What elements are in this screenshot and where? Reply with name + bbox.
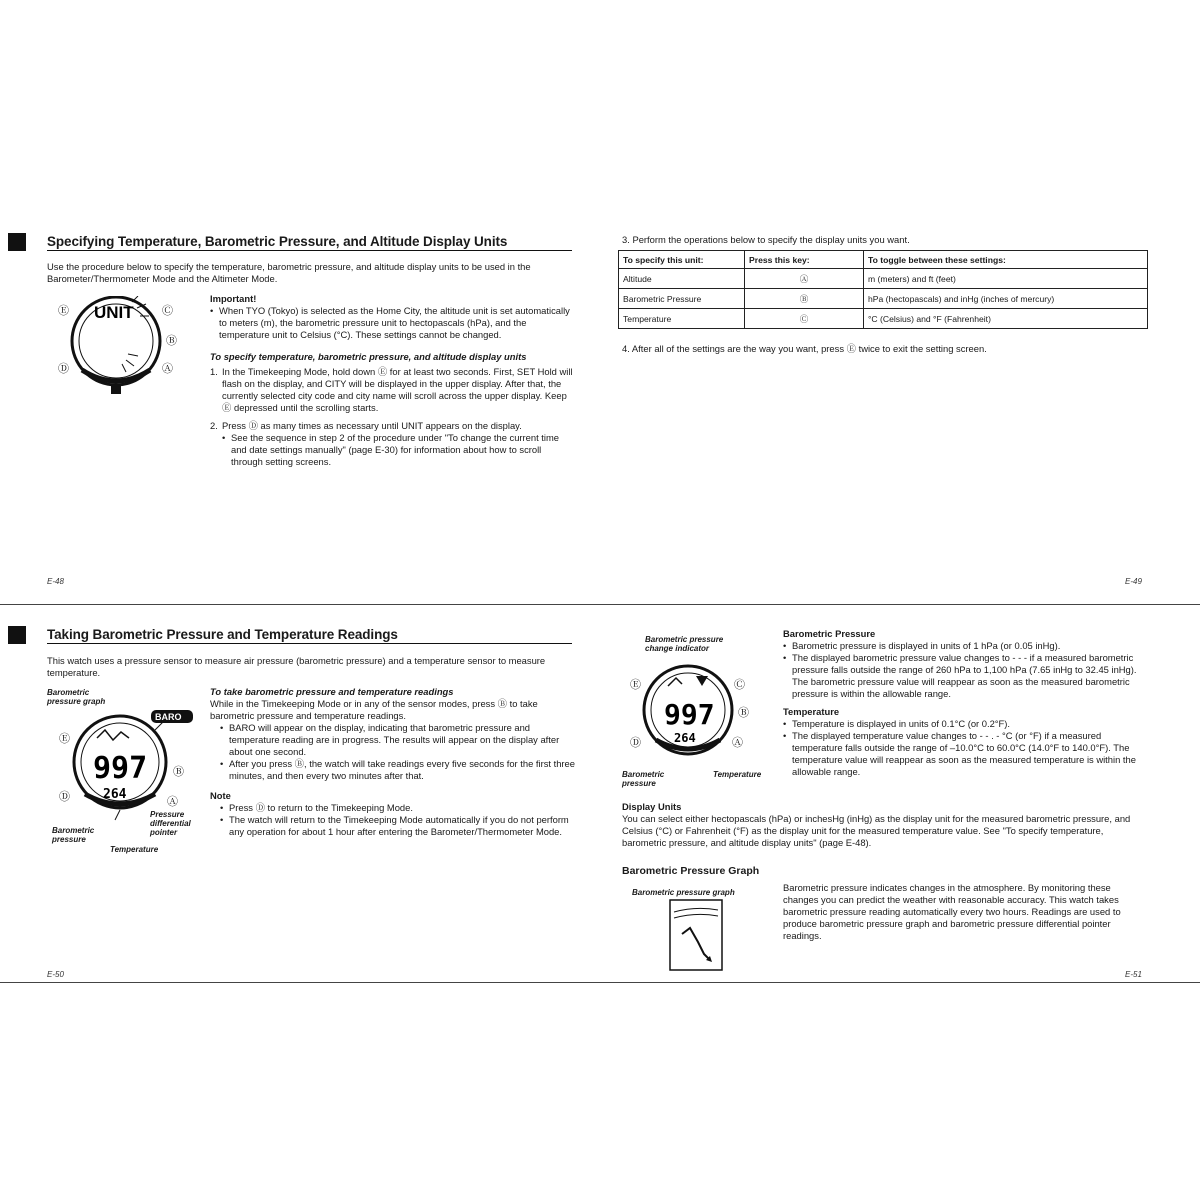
title-underline — [47, 643, 572, 644]
temp-bullet: • Temperature is displayed in units of 0.1°C (or 0.2°F). — [783, 718, 1148, 730]
table-header: Press this key: — [745, 251, 864, 269]
page-divider — [0, 604, 1200, 605]
note-item: • Press Ⓓ to return to the Timekeeping Mode. — [220, 802, 575, 814]
button-e-icon: Ⓔ — [630, 678, 641, 691]
graph-text: Barometric pressure indicates changes in the atmosphere. By monitoring these changes you can predict the weather with reasonable accuracy. This watch takes barometric pressure reading automatically every two hours. Readings are used to produce barometric pressure graph and barometric pressure differential pointer readings. — [783, 882, 1121, 941]
button-a-icon: Ⓐ — [732, 736, 743, 749]
caption-barometric-graph: Barometric pressure graph — [47, 688, 106, 706]
page-number-e50: E-50 — [47, 970, 64, 979]
display-main-value: 997 — [93, 751, 148, 786]
baro-bullet: • Barometric pressure is displayed in units of 1 hPa (or 0.05 inHg). — [783, 640, 1148, 652]
pressure-graph-illustration — [668, 898, 724, 972]
baro-info — [783, 628, 1148, 778]
readings-intro: This watch uses a pressure sensor to measure air pressure (barometric pressure) and a temperature sensor to measure temperature. — [47, 655, 546, 678]
table-header-row — [619, 251, 1148, 269]
table-row: Temperature Ⓒ °C (Celsius) and °F (Fahrenheit) — [619, 309, 1148, 329]
baro-bullet: • The displayed barometric pressure value changes to - - - if a measured barometric pressure falls outside the range of 260 hPa to 1,100 hPa (7.65 inHg to 32.45 inHg). The barometric pressure value will reappear as soon as the measured barometric pressure is within the allowable range. — [783, 652, 1148, 700]
page-number-e48: E-48 — [47, 577, 64, 586]
readings-bullet: • BARO will appear on the display, indicating that barometric pressure and temperature reading are in progress. The results will appear on the display after about one second. — [220, 722, 575, 758]
section-title-units: Specifying Temperature, Barometric Pressure, and Altitude Display Units — [47, 234, 508, 249]
important-block — [210, 293, 575, 468]
readings-bullet: • After you press Ⓑ, the watch will take readings every five seconds for the first three minutes, and then every two minutes after that. — [220, 758, 575, 782]
watch-unit-illustration — [54, 296, 189, 406]
page-number-e51: E-51 — [1125, 970, 1142, 979]
units-table — [618, 250, 1148, 329]
table-row: Barometric Pressure Ⓑ hPa (hectopascals) and inHg (inches of mercury) — [619, 289, 1148, 309]
button-a-icon: Ⓐ — [167, 795, 178, 808]
watch-baro-right-illustration — [628, 660, 768, 770]
caption-graph-right: Barometric pressure graph — [632, 888, 735, 897]
display-sub-value: 264 — [674, 731, 696, 745]
button-b-icon: Ⓑ — [738, 706, 749, 719]
watch-unit-text: UNIT — [94, 303, 134, 322]
procedure-heading: To specify temperature, barometric pressure, and altitude display units — [210, 351, 527, 362]
readings-procedure-text: While in the Timekeeping Mode or in any of the sensor modes, press Ⓑ to take barometric pressure and temperature readings. — [210, 698, 538, 721]
button-c-icon: Ⓒ — [734, 678, 745, 691]
step-3: 3. Perform the operations below to specify the display units you want. — [622, 234, 910, 245]
units-intro: Use the procedure below to specify the temperature, barometric pressure, and altitude display units to be used in the Barometer/Thermometer Mode and the Altimeter Mode. — [47, 261, 531, 284]
step-2: 2. Press Ⓓ as many times as necessary until UNIT appears on the display. • See the sequence in step 2 of the procedure under "To change the current time and date settings manually" (page E-30) for information about how to scroll through setting screens. — [210, 420, 575, 468]
table-header: To toggle between these settings: — [864, 251, 1148, 269]
display-units-text: You can select either hectopascals (hPa) or inchesHg (inHg) as the display unit for the measured barometric pressure, and Celsius (°C) or Fahrenheit (°F) as the display unit for the measured temperature value. See "To specify temperature, barometric pressure, and altitude display units" (page E-48). — [622, 813, 1131, 848]
readings-procedure — [210, 686, 575, 838]
note-heading: Note — [210, 790, 231, 801]
section-marker — [8, 626, 26, 644]
button-d-icon: Ⓓ — [630, 736, 641, 749]
step-1: 1. In the Timekeeping Mode, hold down Ⓔ for at least two seconds. First, SET Hold will flash on the display, and CITY will be displayed in the upper display. After that, the currently selected city code and city name will scroll across the upper display. Keep Ⓔ depressed until the scrolling starts. — [210, 366, 573, 413]
button-b-icon: Ⓑ — [166, 334, 177, 347]
button-c-icon: Ⓒ — [162, 304, 173, 317]
step-4: 4. After all of the settings are the way you want, press Ⓔ twice to exit the setting screen. — [622, 343, 987, 354]
display-units-block — [622, 801, 1148, 849]
step-2-note: • See the sequence in step 2 of the procedure under "To change the current time and date settings manually" (page E-30) for information about how to scroll through setting screens. — [222, 432, 575, 468]
table-header: To specify this unit: — [619, 251, 745, 269]
section-title-readings: Taking Barometric Pressure and Temperature Readings — [47, 627, 398, 642]
page-number-e49: E-49 — [1125, 577, 1142, 586]
baro-badge: BARO — [155, 712, 182, 722]
graph-heading: Barometric Pressure Graph — [622, 865, 760, 877]
caption-temperature-right: Temperature — [713, 770, 762, 779]
note-item: • The watch will return to the Timekeeping Mode automatically if you do not perform any operation for about 1 hour after entering the Barometer/Thermometer Mode. — [220, 814, 575, 838]
button-b-icon: Ⓑ — [173, 765, 184, 778]
button-d-icon: Ⓓ — [58, 362, 69, 375]
button-d-icon: Ⓓ — [59, 790, 70, 803]
baro-heading: Barometric Pressure — [783, 628, 876, 639]
table-row: Altitude Ⓐ m (meters) and ft (feet) — [619, 269, 1148, 289]
button-e-icon: Ⓔ — [58, 304, 69, 317]
caption-pressure: Barometric pressure — [52, 826, 95, 844]
button-a-icon: Ⓐ — [162, 362, 173, 375]
display-units-heading: Display Units — [622, 801, 682, 812]
important-heading: Important! — [210, 293, 257, 304]
section-marker — [8, 233, 26, 251]
caption-temperature: Temperature — [110, 845, 159, 854]
caption-pointer: Pressure differential pointer — [150, 810, 191, 837]
readings-procedure-heading: To take barometric pressure and temperature readings — [210, 686, 454, 697]
caption-change-indicator: Barometric pressure change indicator — [645, 635, 724, 653]
temp-heading: Temperature — [783, 706, 840, 717]
display-sub-value: 264 — [103, 787, 127, 802]
important-text: • When TYO (Tokyo) is selected as the Home City, the altitude unit is set automatically to meters (m), the barometric pressure unit to hectopascals (hPa), and the temperature unit to Celsius (°C). These settings cannot be changed. — [210, 305, 575, 341]
button-e-icon: Ⓔ — [59, 732, 70, 745]
caption-pressure-right: Barometric pressure — [622, 770, 665, 788]
title-underline — [47, 250, 572, 251]
display-main-value: 997 — [664, 698, 715, 731]
page-bottom-line — [0, 982, 1200, 983]
temp-bullet: • The displayed temperature value changes to - - . - °C (or °F) if a measured temperature falls outside the range of –10.0°C to 60.0°C (14.0°F to 140.0°F). The temperature value will reappear as soon as the measured temperature is within the allowable range. — [783, 730, 1148, 778]
